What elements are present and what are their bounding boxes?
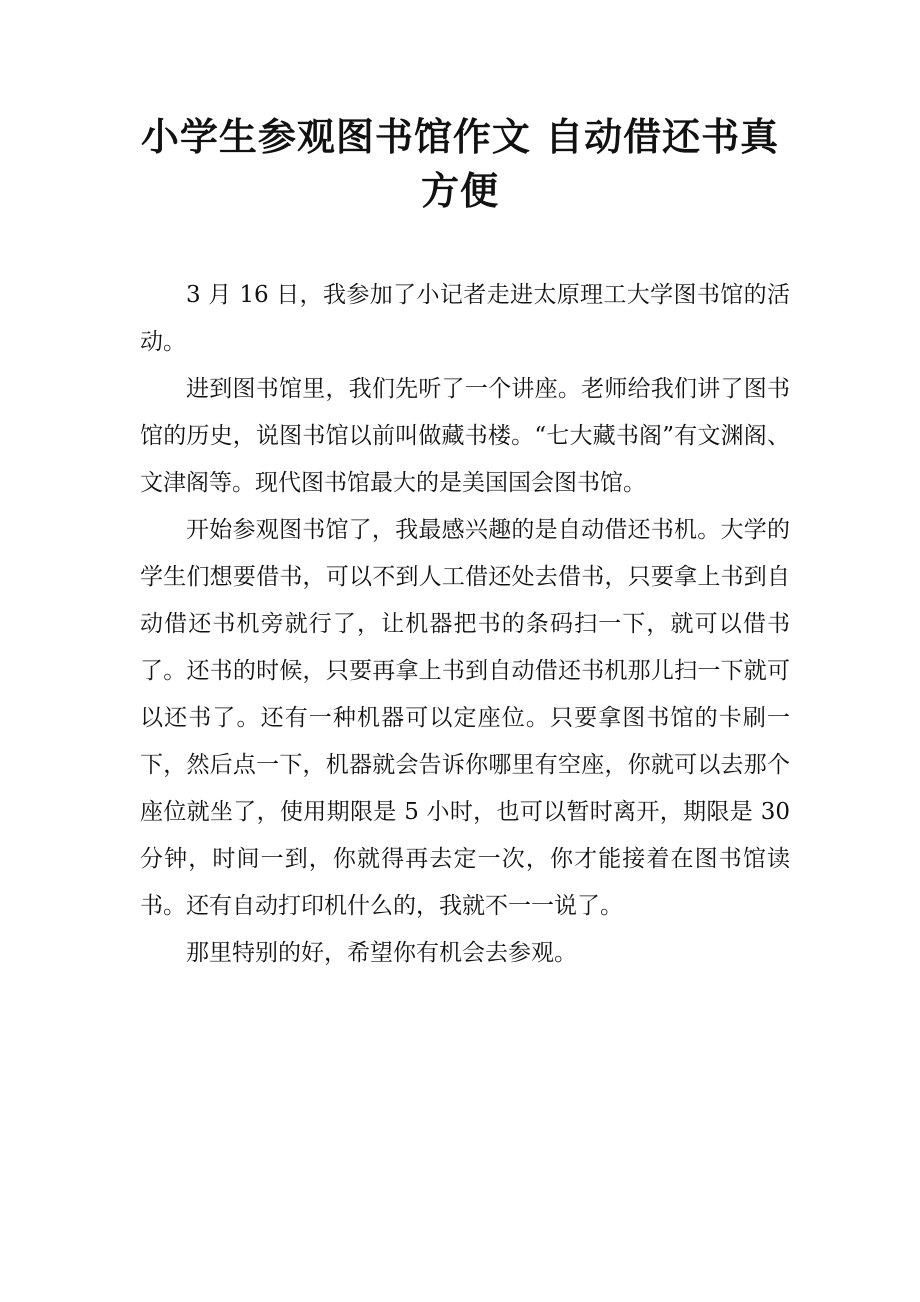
paragraph-4: 那里特别的好，希望你有机会去参观。 <box>186 940 577 966</box>
paragraph-3: 开始参观图书馆了，我最感兴趣的是自动借还书机。大学的学生们想要借书，可以不到人工借还处去借书，只要拿上书到自动借还书机旁就行了，让机器把书的条码扫一下，就可以借书了。还书的时候，只要再拿上书到自动借还书机那儿扫一下就可以还书了。还有一种机器可以定座位。只要拿图书馆的卡刷一下，然后点一下，机器就会告诉你哪里有空座，你就可以去那个座位就坐了，使用期限是 5 小时，也可以暂时离开，期限是 30 分钟，时间一到，你就得再去定一次，你才能接着在图书馆读书。还有自动打印机什么的，我就不一一说了。 <box>140 517 790 919</box>
document-title <box>130 110 790 218</box>
title-line-2: 方便 <box>420 168 499 213</box>
paragraph-1: 3 月 16 日，我参加了小记者走进太原理工大学图书馆的活动。 <box>140 282 790 355</box>
paragraph-2: 进到图书馆里，我们先听了一个讲座。老师给我们讲了图书馆的历史，说图书馆以前叫做藏书楼。“七大藏书阁”有文渊阁、文津阁等。现代图书馆最大的是美国国会图书馆。 <box>140 376 790 496</box>
title-line-1: 小学生参观图书馆作文 自动借还书真 <box>140 114 780 159</box>
document-body <box>140 272 790 977</box>
